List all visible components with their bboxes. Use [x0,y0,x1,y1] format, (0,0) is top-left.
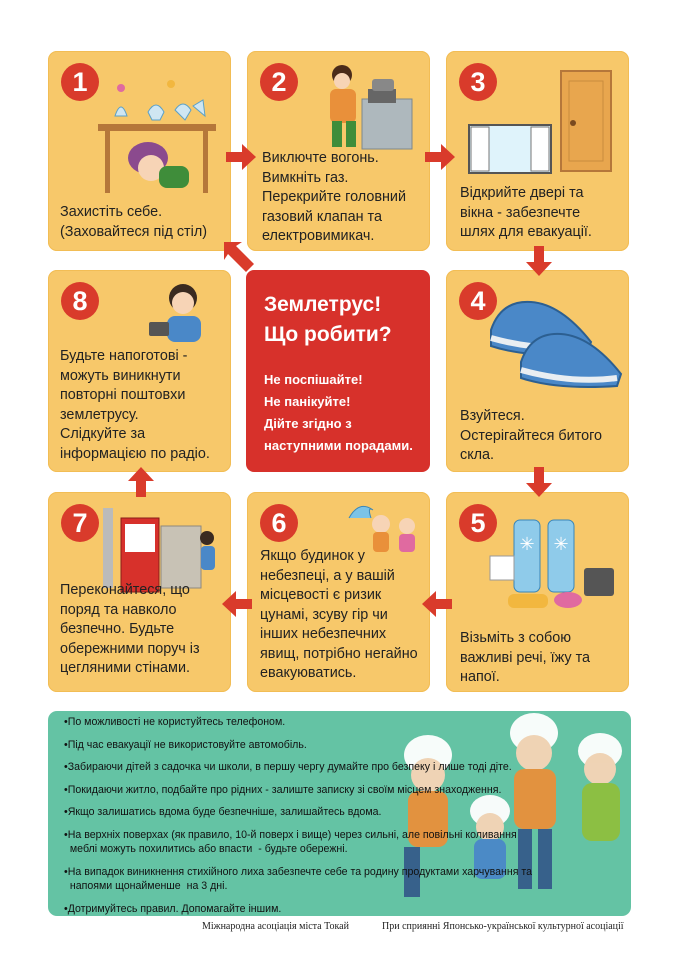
arrow-down-icon [526,467,552,497]
step-text-1: Захистіть себе. (Заховайтеся під стіл) [60,204,208,240]
step-text-2: Виключте вогонь. Вимкніть газ. Перекрийте головний газовий клапан та електровимикач. [262,150,407,244]
tip-item: •Якщо залишатись вдома буде безпечніше, залишайтесь вдома. [64,806,382,818]
tip-item: •На верхніх поверхах (як правило, 10-й поверх і вище) через сильні, але повільні коливання [64,828,517,841]
step-card-6 [247,492,430,692]
footer-right: При сприянні Японсько-української культурної асоціації [382,921,624,932]
step-text-3: Відкрийте двері та вікна - забезпечте шлях для евакуації. [460,185,592,240]
tip-item: •Дотримуйтесь правил. Допомагайте іншим. [64,902,282,915]
tip-item: •Під час евакуації не використовуйте автомобіль. [64,738,307,751]
step-text-5: Візьміть з собою важливі речі, їжу та напої. [460,630,591,685]
tip-item: •На випадок виникнення стихійного лиха забезпечте себе та родину продуктами харчування та [64,865,533,878]
step-text-6: Якщо будинок у небезпеці, а у вашій місцевості є ризик цунамі, зсуву гір чи інших небезпечних явищ, потрібно негайно евакуюватись. [260,548,418,681]
step-number-5: 5 [459,504,497,542]
step-number-4: 4 [459,282,497,320]
arrow-left-icon [222,591,252,617]
arrow-left-icon [422,591,452,617]
arrow-right-icon [425,144,455,170]
tip-item: •По можливості не користуйтесь телефоном. [64,716,286,728]
panel-title: Землетрус! Що робити? [264,293,392,346]
step-number-7: 7 [61,504,99,542]
step-number-8: 8 [61,282,99,320]
step-card-7 [48,492,231,692]
supplies-illustration [488,512,624,612]
step-card-3 [446,51,629,251]
earthquake-title-panel [246,270,430,472]
step-card-1 [48,51,231,251]
arrow-down-icon [526,246,552,276]
tip-item: •Забираючи дітей з садочка чи школи, в першу чергу думайте про безпеку і лише тоді діте. [64,761,512,773]
footer-left: Міжнародна асоціація міста Токай [202,921,349,932]
tips-panel [48,711,631,916]
step-card-4 [446,270,629,472]
radio-listener-illustration [143,278,223,348]
step-card-8 [48,270,231,472]
step-number-2: 2 [260,63,298,101]
door-window-illustration [461,63,621,183]
step-card-5 [446,492,629,692]
arrow-right-icon [226,144,256,170]
step-number-6: 6 [260,504,298,542]
svg-text:✳: ✳ [519,534,535,554]
tips-list [64,715,532,916]
arrow-up-icon [128,467,154,497]
step-text-4: Взуйтеся. Остерігайтеся битого скла. [460,408,603,463]
table-hiding-illustration [93,76,223,196]
panel-advice: Не поспішайте! Не панікуйте! Дійте згідно з наступними порадами. [264,372,413,453]
step-card-2 [247,51,430,251]
shoes-illustration [481,290,626,400]
arrow-diagonal-icon [224,242,254,272]
svg-text:✳: ✳ [553,534,569,554]
step-number-1: 1 [61,63,99,101]
vase-icons [115,80,205,120]
step-text-8: Будьте напоготові - можуть виникнути повторні поштовхи землетрусу. Слідкуйте за інформацією по радіо. [60,348,210,462]
tip-item: меблі можуть похилитись або впасти - будьте обережні. [64,843,348,855]
step-text-7: Переконайтеся, що поряд та навколо безпечно. Будьте обережними поруч із цегляними стінами. [60,582,200,676]
tip-item: •Покидаючи житло, подбайте про рідних - залиште записку зі своїм місцем знаходження. [64,783,502,796]
stove-illustration [302,61,422,151]
step-number-3: 3 [459,63,497,101]
tip-item: напоями щонайменше на 3 дні. [64,880,228,892]
